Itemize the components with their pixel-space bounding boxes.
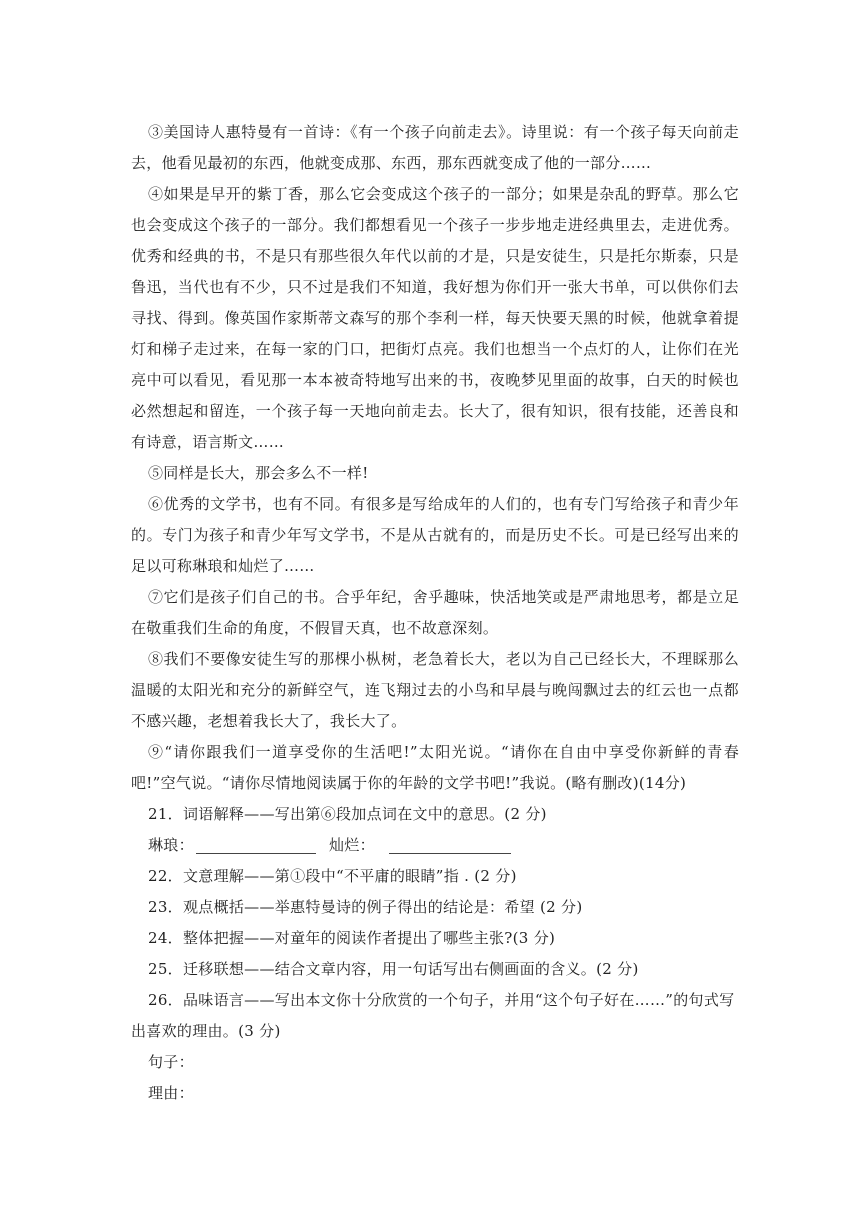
paragraph-9: ⑨“请你跟我们一道享受你的生活吧!”太阳光说。“请你在自由中享受你新鲜的青春吧!”空气说。“请你尽情地阅读属于你的年龄的文学书吧!”我说。(略有删改)(14分) bbox=[131, 743, 739, 792]
answer-blank-linlang[interactable] bbox=[196, 835, 316, 854]
question-25: 25．迁移联想——结合文章内容，用一句话写出右侧画面的含义。(2 分) bbox=[148, 960, 639, 978]
answer-label-linlang: 琳琅： bbox=[148, 836, 194, 854]
paragraph-4: ④如果是早开的紫丁香，那么它会变成这个孩子的一部分；如果是杂乱的野草。那么它也会变成这个孩子的一部分。我们都想看见一个孩子一步步地走进经典里去，走进优秀。优秀和经典的书，不是只有那些很久年代以前的才是，只是安徒生，只是托尔斯泰，只是鲁迅，当代也有不少，只不过是我们不知道，我好想为你们开一张大书单，可以供你们去寻找、得到。像英国作家斯蒂文森写的那个李利一样，每天快要天黑的时候，他就拿着提灯和梯子走过来，在每一家的门口，把街灯点亮。我们也想当一个点灯的人，让你们在光亮中可以看见，看见那一本本被奇特地写出来的书，夜晚梦见里面的故事，白天的时候也必然想起和留连，一个孩子每一天地向前走去。长大了，很有知识，很有技能，还善良和有诗意，语言斯文…… bbox=[131, 185, 739, 451]
answer-blank-canlan[interactable] bbox=[389, 835, 511, 854]
document-body bbox=[131, 117, 739, 1109]
answer-label-canlan: 灿烂： bbox=[328, 836, 375, 854]
question-26: 26．品味语言——写出本文你十分欣赏的一个句子，并用“这个句子好在……”的句式写出喜欢的理由。(3 分) bbox=[131, 991, 735, 1040]
question-21-answers bbox=[131, 830, 739, 861]
question-21: 21．词语解释——写出第⑥段加点词在文中的意思。(2 分) bbox=[148, 805, 547, 823]
sentence-label: 句子： bbox=[148, 1053, 194, 1071]
question-24: 24．整体把握——对童年的阅读作者提出了哪些主张?(3 分) bbox=[148, 929, 556, 947]
reason-label: 理由： bbox=[148, 1084, 194, 1102]
paragraph-5: ⑤同样是长大，那会多么不一样! bbox=[148, 464, 369, 482]
question-23: 23．观点概括——举惠特曼诗的例子得出的结论是：希望 (2 分) bbox=[148, 898, 583, 916]
paragraph-7: ⑦它们是孩子们自己的书。合乎年纪，舍乎趣味，快活地笑或是严肃地思考，都是立足在敬重我们生命的角度，不假冒天真，也不故意深刻。 bbox=[131, 588, 739, 637]
paragraph-3: ③美国诗人惠特曼有一首诗：《有一个孩子向前走去》。诗里说：有一个孩子每天向前走去，他看见最初的东西，他就变成那、东西，那东西就变成了他的一部分…… bbox=[131, 123, 739, 172]
paragraph-6: ⑥优秀的文学书，也有不同。有很多是写给成年的人们的，也有专门写给孩子和青少年的。专门为孩子和青少年写文学书，不是从古就有的，而是历史不长。可是已经写出来的足以可称琳琅和灿烂了…… bbox=[131, 495, 739, 575]
paragraph-8: ⑧我们不要像安徒生写的那棵小枞树，老急着长大，老以为自己已经长大，不理睬那么温暖的太阳光和充分的新鲜空气，连飞翔过去的小鸟和早晨与晚闯飘过去的红云也一点都不感兴趣，老想着我长大了，我长大了。 bbox=[131, 650, 739, 730]
question-22: 22．文意理解——第①段中“不平庸的眼睛”指 . (2 分) bbox=[148, 867, 517, 885]
